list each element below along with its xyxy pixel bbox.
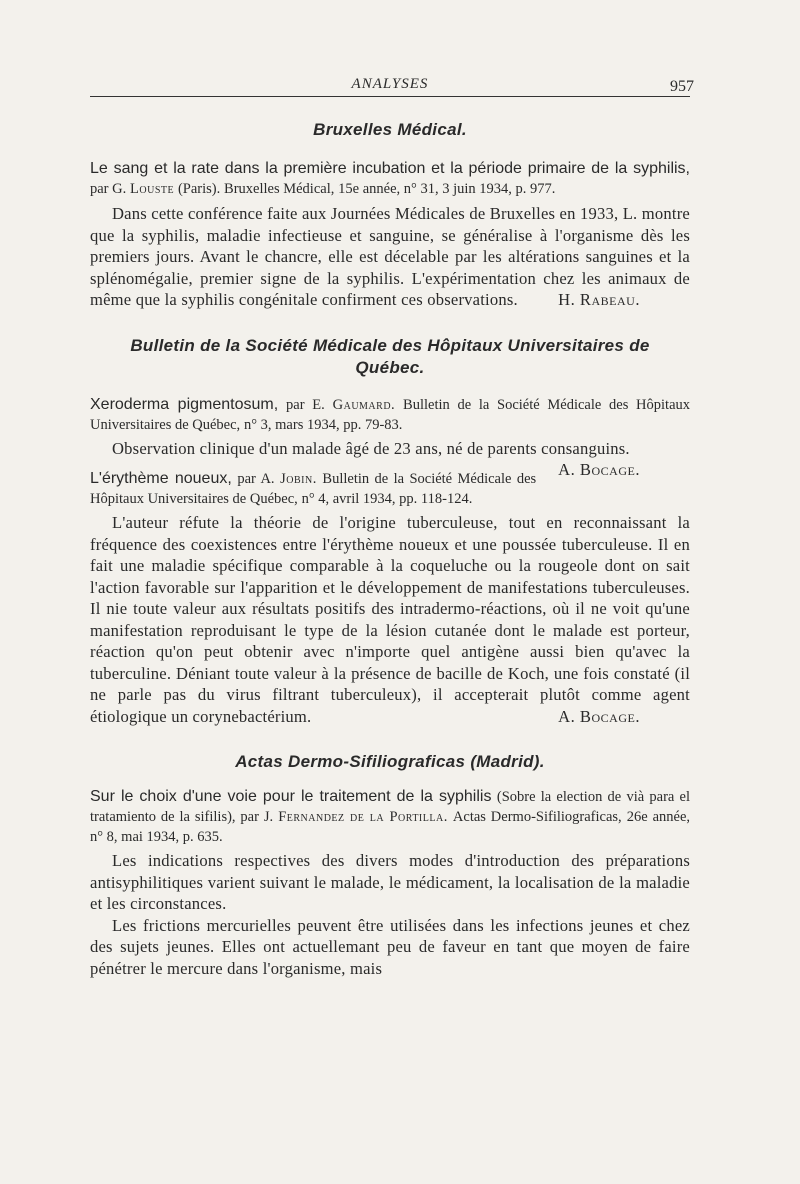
citation-place: (Paris).: [177, 181, 221, 197]
entry-citation: [90, 787, 690, 847]
page: [90, 70, 694, 979]
citation-details: 15e année, n° 31, 3 juin 1934, p. 977.: [338, 181, 556, 197]
citation-by: (Sobre la election de vià para el tratamiento de la sifilis), par J.: [90, 789, 691, 825]
abstract-text: Dans cette conférence faite aux Journées Médicales de Bruxelles en 1933, L. montre que la syphilis, maladie infectieuse et sanguine, se généralise à l'organisme dès les premiers jours. Avant le chancre, elle est décelable par les altérations sanguines et la splénomégalie, premier signe de la syphilis. L'expérimentation chez les animaux de même que la syphilis congénitale confirment ces observations.: [90, 204, 690, 309]
abstract-text: L'auteur réfute la théorie de l'origine tuberculeuse, tout en reconnaissant la fréquence des coexistences entre l'érythème noueux et une poussée tuberculeuse. Il en fait une maladie spécifique comparable à la coqueluche ou la rougeole dont on sait l'action favorable sur l'apparition et le développement de manifestations tuberculeuses. Il nie toute valeur aux résultats positifs des intradermo-réactions, où il ne voit qu'une manifestation reproduisant le type de la lésion cutanée dont le malade est porteur, réaction qu'on peut obtenir avec n'importe quel antigène aussi bien qu'avec la tuberculine. Déniant toute valeur à la présence de bacille de Koch, une fois constaté (il ne parle pas du virus filtrant tuberculeux), il accepterait plutôt comme agent étiologique un corynebactérium.: [90, 513, 690, 726]
entry-title: Xeroderma pigmentosum,: [90, 395, 279, 413]
entry-title: Le sang et la rate dans la première incubation et la période primaire de la syphilis,: [90, 160, 690, 177]
citation-details: n° 3, mars 1934, pp. 79-83.: [243, 416, 403, 433]
entry-citation: [90, 159, 690, 199]
citation-by: par E.: [286, 396, 325, 413]
journal-heading: Bruxelles Médical.: [313, 120, 467, 139]
citation-author: Fernandez de la Portilla.: [278, 809, 448, 825]
citation-journal: Bulletin de la Société Médicale des Hôpitaux Universitaires de Québec,: [90, 471, 537, 507]
running-head-title: ANALYSES: [351, 76, 429, 92]
signature: H. Rabeau.: [558, 290, 640, 309]
abstract-paragraph: Les frictions mercurielles peuvent être utilisées dans les infections jeunes et chez des sujets jeunes. Elles ont actuellemant peu de faveur en tant que moyen de faire pénétrer le mercure dans l'organisme, mais: [90, 915, 690, 978]
citation-details: n° 4, avril 1934, pp. 118-124.: [301, 491, 473, 507]
signature: A. Bocage.: [558, 460, 640, 479]
entry-citation: [90, 395, 690, 435]
citation-author: Louste: [130, 181, 175, 197]
citation-author: Gaumard.: [332, 396, 396, 413]
journal-heading: Actas Dermo-Sifiliograficas (Madrid).: [235, 752, 545, 771]
citation-journal: Bruxelles Médical,: [224, 181, 335, 197]
entry-title: Sur le choix d'une voie pour le traitement de la syphilis: [90, 788, 492, 805]
citation-details: 26e année, n° 8, mai 1934, p. 635.: [90, 809, 691, 845]
citation-by: par G.: [90, 181, 127, 197]
running-head: [90, 70, 694, 97]
citation-author: Jobin.: [280, 471, 317, 487]
signature: A. Bocage.: [558, 706, 640, 726]
citation-journal: Actas Dermo-Sifiliograficas,: [452, 809, 622, 825]
abstract-paragraph: Les indications respectives des divers modes d'introduction des préparations antisyphilitiques varient suivant le malade, le médicament, la localisation de la maladie et les circonstances.: [90, 851, 690, 913]
page-number: 957: [670, 78, 694, 95]
journal-heading: Bulletin de la Société Médicale des Hôpitaux Universitaires de Québec.: [130, 335, 650, 377]
entry-title: L'érythème noueux,: [90, 470, 232, 487]
abstract-text: Observation clinique d'un malade âgé de 23 ans, né de parents consanguins.: [112, 438, 630, 458]
abstract-paragraph: [90, 203, 690, 311]
citation-by: par A.: [237, 471, 275, 487]
citation-journal: Bulletin de la Société Médicale des Hôpitaux Universitaires de Québec,: [90, 396, 691, 433]
abstract-paragraph: [90, 512, 690, 727]
